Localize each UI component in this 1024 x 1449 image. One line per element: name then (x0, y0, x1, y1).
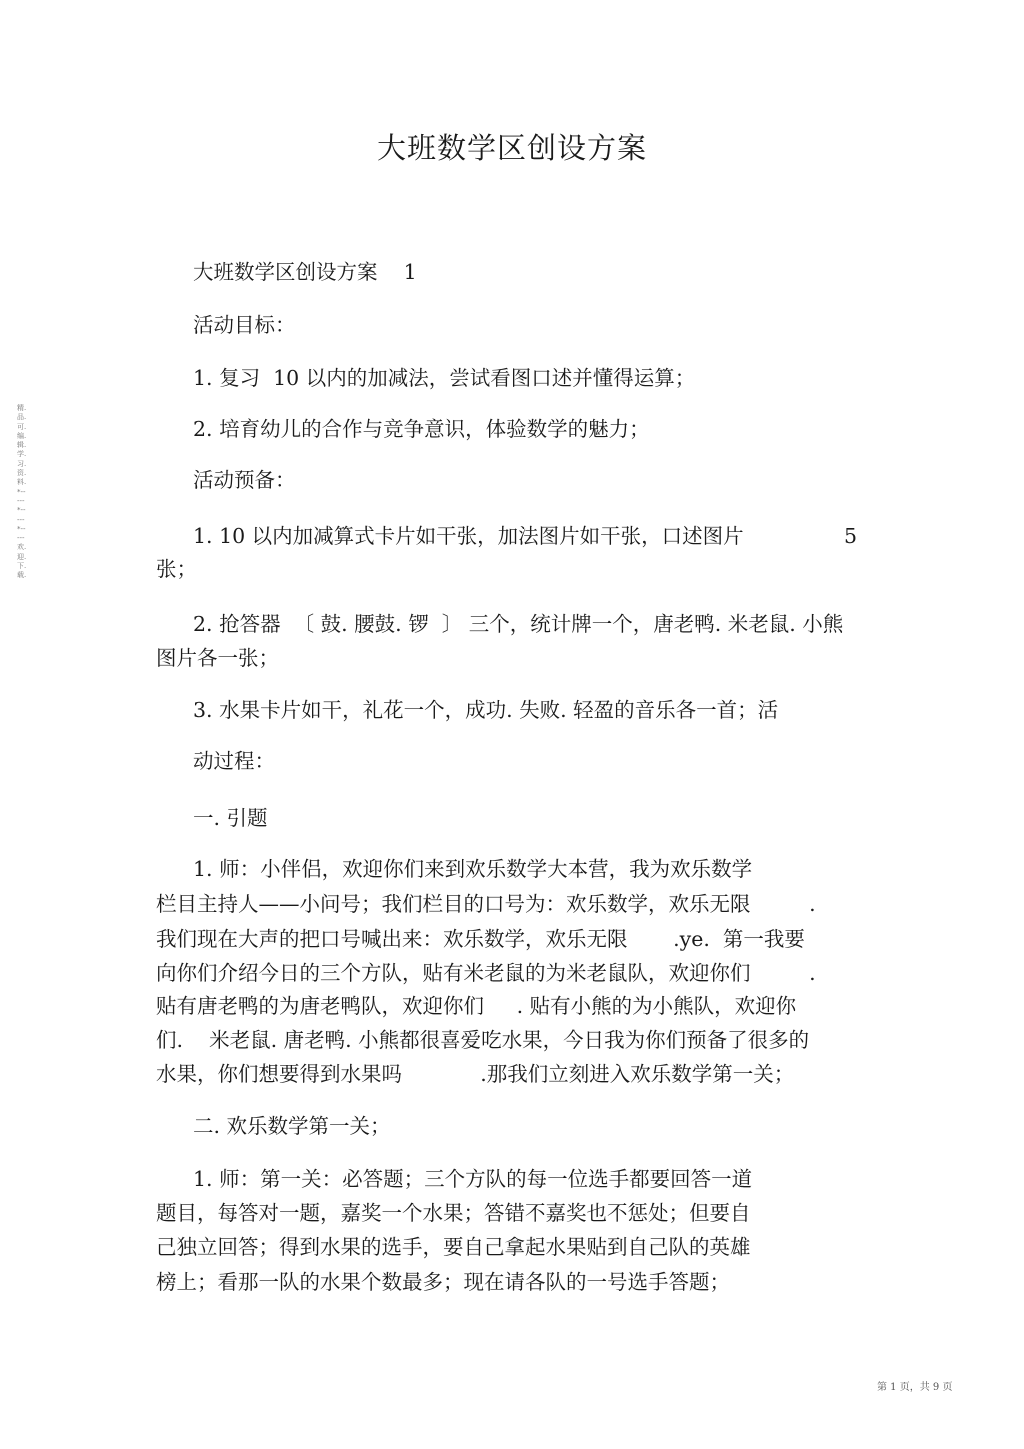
paragraph-line: 向你们介绍今日的三个方队，贴有米老鼠的为米老鼠队，欢迎你们 . (156, 961, 816, 985)
paragraph-line: 题目，每答对一题，嘉奖一个水果；答错不嘉奖也不惩处；但要自 (156, 1201, 751, 1225)
paragraph-line: 图片各一张； (156, 646, 279, 670)
paragraph-line: 二. 欢乐数学第一关； (193, 1114, 391, 1138)
paragraph-line: 我们现在大声的把口号喊出来：欢乐数学，欢乐无限 .ye. 第一我要 (156, 927, 805, 951)
paragraph-line: 栏目主持人——小问号；我们栏目的口号为：欢乐数学，欢乐无限 . (156, 892, 816, 916)
paragraph-line: 己独立回答；得到水果的选手，要自己拿起水果贴到自己队的英雄 (156, 1235, 751, 1259)
paragraph-line: 动过程： (193, 749, 275, 773)
paragraph-line: 5 (844, 524, 858, 548)
paragraph-line: 1. 10 以内加减算式卡片如干张，加法图片如干张，口述图片 (193, 524, 744, 548)
paragraph-line: 们. 米老鼠. 唐老鸭. 小熊都很喜爱吃水果，今日我为你们预备了很多的 (156, 1028, 810, 1052)
paragraph-line: 活动预备： (193, 468, 296, 492)
paragraph-line: 一. 引题 (193, 806, 268, 830)
page-footer: 第 1 页，共 9 页 (877, 1382, 953, 1393)
paragraph-line: 2. 培育幼儿的合作与竞争意识，体验数学的魅力； (193, 417, 650, 441)
paragraph-line: 水果，你们想要得到水果吗 .那我们立刻进入欢乐数学第一关； (156, 1062, 795, 1086)
paragraph-line: 活动目标： (193, 313, 296, 337)
section-heading: 大班数学区创设方案 1 (193, 260, 417, 284)
paragraph-line: 1. 复习 10 以内的加减法，尝试看图口述并懂得运算； (193, 366, 696, 390)
sidebar-watermark: 精.品.可.编.辑.学.习.资.料.*-----*-----*-----欢.迎.下.载. (17, 404, 27, 580)
paragraph-line: 贴有唐老鸭的为唐老鸭队，欢迎你们 . 贴有小熊的为小熊队，欢迎你 (156, 994, 797, 1018)
paragraph-line: 1. 师：第一关：必答题；三个方队的每一位选手都要回答一道 (193, 1167, 753, 1191)
document-title: 大班数学区创设方案 (376, 131, 647, 165)
paragraph-line: 1. 师：小伴侣，欢迎你们来到欢乐数学大本营，我为欢乐数学 (193, 857, 753, 881)
paragraph-line: 榜上；看那一队的水果个数最多；现在请各队的一号选手答题； (156, 1270, 730, 1294)
paragraph-line: 张； (156, 557, 197, 581)
paragraph-line: 2. 抢答器 〔 鼓. 腰鼓. 锣 〕 三个，统计牌一个，唐老鸭. 米老鼠. 小熊 (193, 612, 844, 636)
paragraph-line: 3. 水果卡片如干，礼花一个，成功. 失败. 轻盈的音乐各一首；活 (193, 698, 779, 722)
